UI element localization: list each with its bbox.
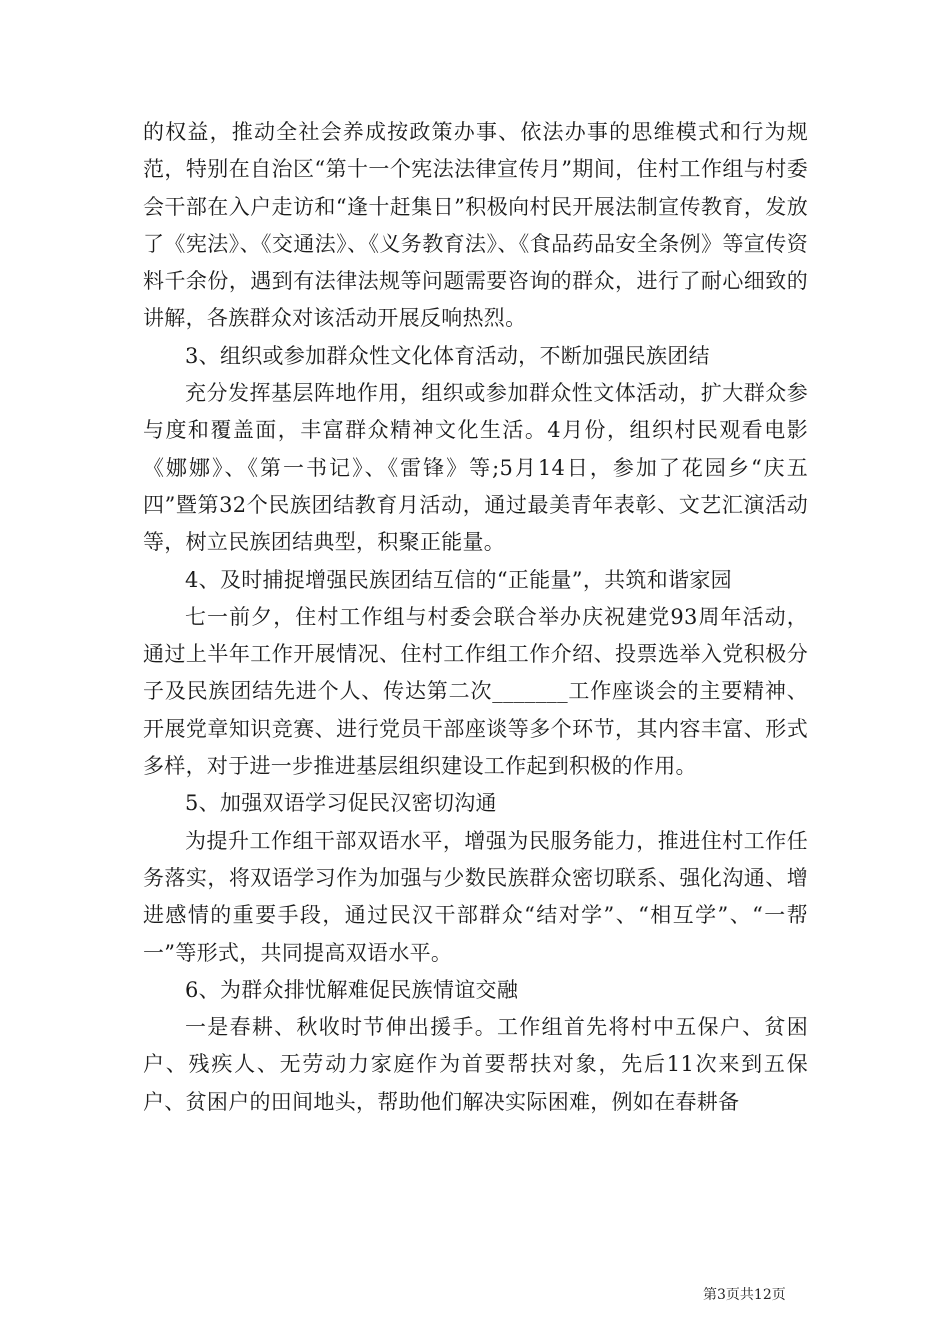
section-heading-3: 3、组织或参加群众性文化体育活动，不断加强民族团结 [185, 343, 710, 368]
paragraph: 充分发挥基层阵地作用，组织或参加群众性文体活动，扩大群众参与度和覆盖面，丰富群众精神文化生活。4月份，组织村民观看电影《娜娜》、《第一书记》、《雷锋》等;5月14日，参加了花园乡“庆五四”暨第32个民族团结教育月活动，通过最美青年表彰、文艺汇演活动等，树立民族团结典型，积聚正能量。 [143, 381, 808, 555]
paragraph: 为提升工作组干部双语水平，增强为民服务能力，推进住村工作任务落实，将双语学习作为加强与少数民族群众密切联系、强化沟通、增进感情的重要手段，通过民汉干部群众“结对学”、“相互学”、“一帮一”等形式，共同提高双语水平。 [143, 828, 808, 965]
paragraph: 一是春耕、秋收时节伸出援手。工作组首先将村中五保户、贫困户、残疾人、无劳动力家庭作为首要帮扶对象，先后11次来到五保户、贫困户的田间地头，帮助他们解决实际困难，例如在春耕备 [143, 1015, 808, 1114]
paragraph: 七一前夕，住村工作组与村委会联合举办庆祝建党93周年活动，通过上半年工作开展情况、住村工作组工作介绍、投票选举入党积极分子及民族团结先进个人、传达第二次_______工作座谈会的主要精神、开展党章知识竞赛、进行党员干部座谈等多个环节，其内容丰富、形式多样，对于进一步推进基层组织建设工作起到积极的作用。 [143, 604, 808, 779]
page-number-label: 第3页共12页 [703, 1287, 786, 1303]
document-body [143, 114, 808, 1121]
page-footer [703, 1284, 786, 1304]
section-heading-5: 5、加强双语学习促民汉密切沟通 [185, 791, 497, 816]
paragraph-continued: 的权益，推动全社会养成按政策办事、依法办事的思维模式和行为规范，特别在自治区“第十一个宪法法律宣传月”期间，住村工作组与村委会干部在入户走访和“逢十赶集日”积极向村民开展法制宣传教育，发放了《宪法》、《交通法》、《义务教育法》、《食品药品安全条例》等宣传资料千余份，遇到有法律法规等问题需要咨询的群众，进行了耐心细致的讲解，各族群众对该活动开展反响热烈。 [143, 120, 808, 331]
section-heading-6: 6、为群众排忧解难促民族情谊交融 [185, 977, 519, 1002]
section-heading-4: 4、及时捕捉增强民族团结互信的“正能量”，共筑和谐家园 [185, 567, 732, 592]
